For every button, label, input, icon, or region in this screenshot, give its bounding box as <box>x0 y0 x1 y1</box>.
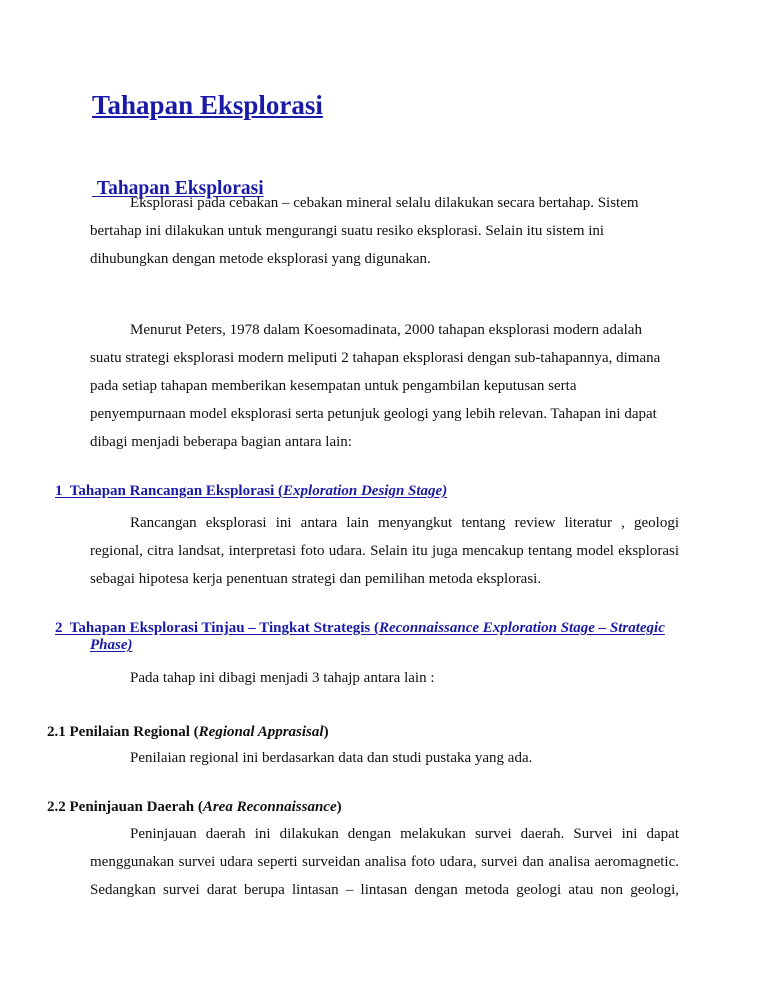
section-2-label[interactable]: Tahapan Eksplorasi Tinjau – Tingkat Strategis ( <box>69 620 380 636</box>
subsection-2-1-heading <box>47 724 329 741</box>
section-1-label[interactable]: Tahapan Rancangan Eksplorasi ( <box>69 483 284 499</box>
paragraph-line: Sedangkan survei darat berupa lintasan – lintasan dengan metoda geologi atau non geologi, <box>90 882 679 898</box>
paragraph-line: Peninjauan daerah ini dilakukan dengan melakukan survei daerah. Survei ini dapat <box>130 826 679 842</box>
subsection-2-1-paragraph <box>90 744 679 772</box>
section-2-number: 2 <box>55 620 63 636</box>
paragraph-line: menggunakan survei udara seperti surveidan analisa foto udara, survei dan analisa aeromagnetic. <box>90 854 679 870</box>
paragraph-line: Eksplorasi pada cebakan – cebakan mineral selalu dilakukan secara bertahap. Sistem <box>130 195 639 211</box>
section-heading-text[interactable]: Tahapan Eksplorasi <box>96 178 264 199</box>
paragraph-line: bertahap ini dilakukan untuk mengurangi suatu resiko eksplorasi. Selain itu sistem ini <box>90 223 605 239</box>
paragraph-line: Rancangan eksplorasi ini antara lain menyangkut tentang review literatur , geologi <box>130 515 679 531</box>
section-2-paragraph <box>90 664 679 692</box>
paragraph-line: dibagi menjadi beberapa bagian antara lain: <box>90 434 352 450</box>
section-1-heading[interactable] <box>55 483 447 500</box>
section-2-italic[interactable]: Reconnaissance Exploration Stage – Strategic <box>379 620 665 636</box>
section-1-number: 1 <box>55 483 63 499</box>
section-2-heading-cont[interactable] <box>90 637 133 654</box>
subsection-2-2-close: ) <box>336 799 342 815</box>
paragraph-line: Pada tahap ini dibagi menjadi 3 tahajp antara lain : <box>130 670 435 686</box>
paragraph-line: regional, citra landsat, interpretasi foto udara. Selain itu juga mencakup tentang model eksplorasi <box>90 543 679 559</box>
paragraph-line: Penilaian regional ini berdasarkan data dan studi pustaka yang ada. <box>130 750 533 766</box>
document-title[interactable]: Tahapan Eksplorasi <box>92 90 323 120</box>
intro-paragraph <box>90 189 679 273</box>
subsection-2-2-label: 2.2 Peninjauan Daerah ( <box>47 799 203 815</box>
section-2-heading[interactable] <box>55 620 665 637</box>
paragraph-line: Menurut Peters, 1978 dalam Koesomadinata, 2000 tahapan eksplorasi modern adalah <box>130 322 642 338</box>
paragraph-line: sebagai hipotesa kerja penentuan strategi dan pemilihan metoda eksplorasi. <box>90 571 542 587</box>
subsection-2-1-label: 2.1 Penilaian Regional ( <box>47 724 199 740</box>
subsection-2-1-close: ) <box>323 724 329 740</box>
paragraph-line: pada setiap tahapan memberikan kesempatan untuk pengambilan keputusan serta <box>90 378 577 394</box>
section-1-italic[interactable]: Exploration Design Stage) <box>283 483 448 499</box>
paragraph-line: dihubungkan dengan metode eksplorasi yang digunakan. <box>90 251 431 267</box>
subsection-2-2-paragraph <box>90 820 679 904</box>
paragraph-line: penyempurnaan model eksplorasi serta petunjuk geologi yang lebih relevan. Tahapan ini dapat <box>90 406 657 422</box>
section-1-paragraph <box>90 509 679 593</box>
section-2-italic-cont[interactable]: Phase) <box>90 637 133 653</box>
subsection-2-1-italic: Regional Apprasisal <box>198 724 324 740</box>
subsection-2-2-heading <box>47 799 342 816</box>
subsection-2-2-italic: Area Reconnaissance <box>202 799 337 815</box>
peters-paragraph <box>90 316 679 456</box>
paragraph-line: suatu strategi eksplorasi modern meliputi 2 tahapan eksplorasi dengan sub-tahapannya, dimana <box>90 350 661 366</box>
